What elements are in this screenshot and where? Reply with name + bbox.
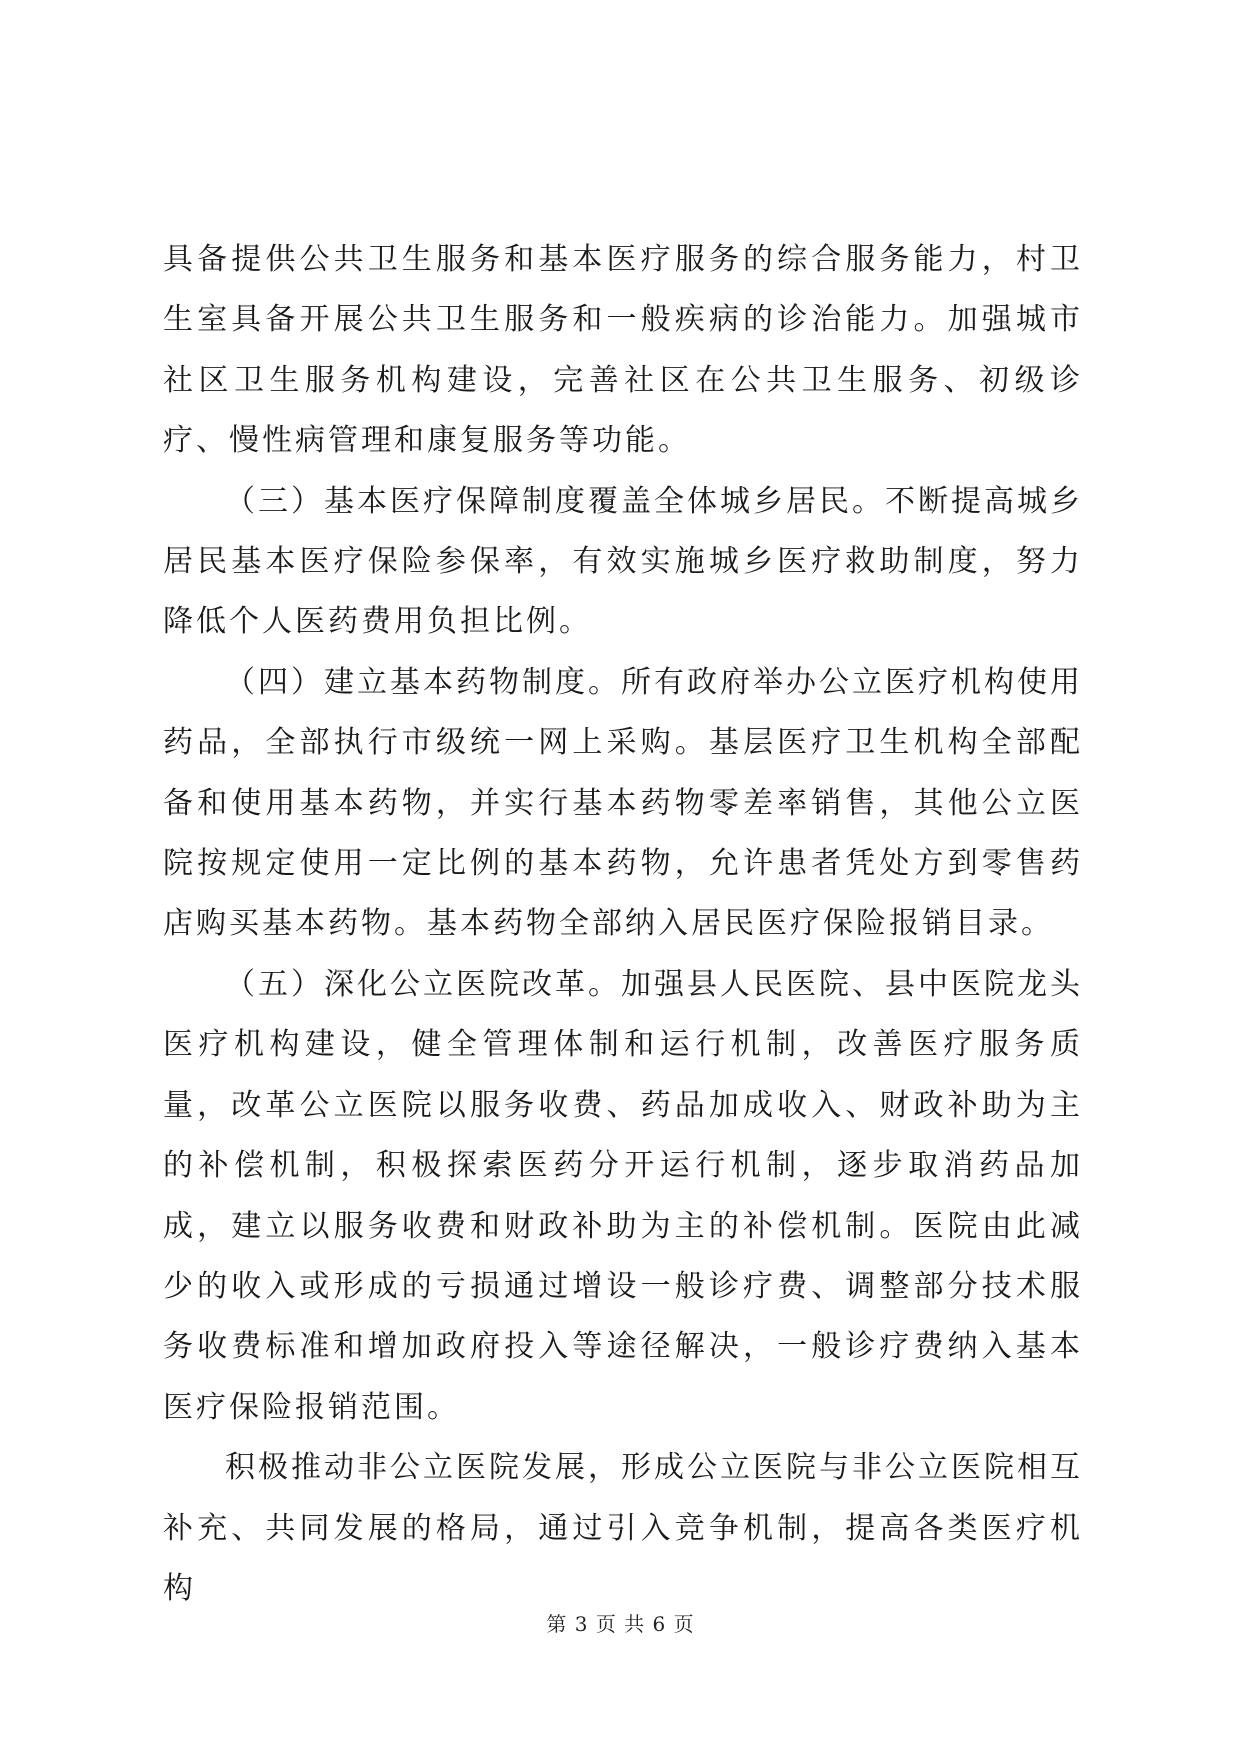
paragraph-section-3: （三）基本医疗保障制度覆盖全体城乡居民。不断提高城乡居民基本医疗保险参保率，有效实施城乡医疗救助制度，努力降低个人医药费用负担比例。 [163, 483, 1083, 640]
document-body [163, 230, 1083, 1619]
paragraph-continued: 具备提供公共卫生服务和基本医疗服务的综合服务能力，村卫生室具备开展公共卫生服务和一般疾病的诊治能力。加强城市社区卫生服务机构建设，完善社区在公共卫生服务、初级诊疗、慢性病管理和康复服务等功能。 [163, 242, 1083, 459]
paragraph-section-5: （五）深化公立医院改革。加强县人民医院、县中医院龙头医疗机构建设，健全管理体制和运行机制，改善医疗服务质量，改革公立医院以服务收费、药品加成收入、财政补助为主的补偿机制，积极探索医药分开运行机制，逐步取消药品加成，建立以服务收费和财政补助为主的补偿机制。医院由此减少的收入或形成的亏损通过增设一般诊疗费、调整部分技术服务收费标准和增加政府投入等途径解决，一般诊疗费纳入基本医疗保险报销范围。 [163, 966, 1083, 1425]
paragraph-section-4: （四）建立基本药物制度。所有政府举办公立医疗机构使用药品，全部执行市级统一网上采购。基层医疗卫生机构全部配备和使用基本药物，并实行基本药物零差率销售，其他公立医院按规定使用一定比例的基本药物，允许患者凭处方到零售药店购买基本药物。基本药物全部纳入居民医疗保险报销目录。 [163, 664, 1083, 942]
page-footer: 第 3 页 共 6 页 [546, 1612, 695, 1636]
paragraph-non-public-hospitals: 积极推动非公立医院发展，形成公立医院与非公立医院相互补充、共同发展的格局，通过引入竞争机制，提高各类医疗机构 [163, 1450, 1083, 1606]
